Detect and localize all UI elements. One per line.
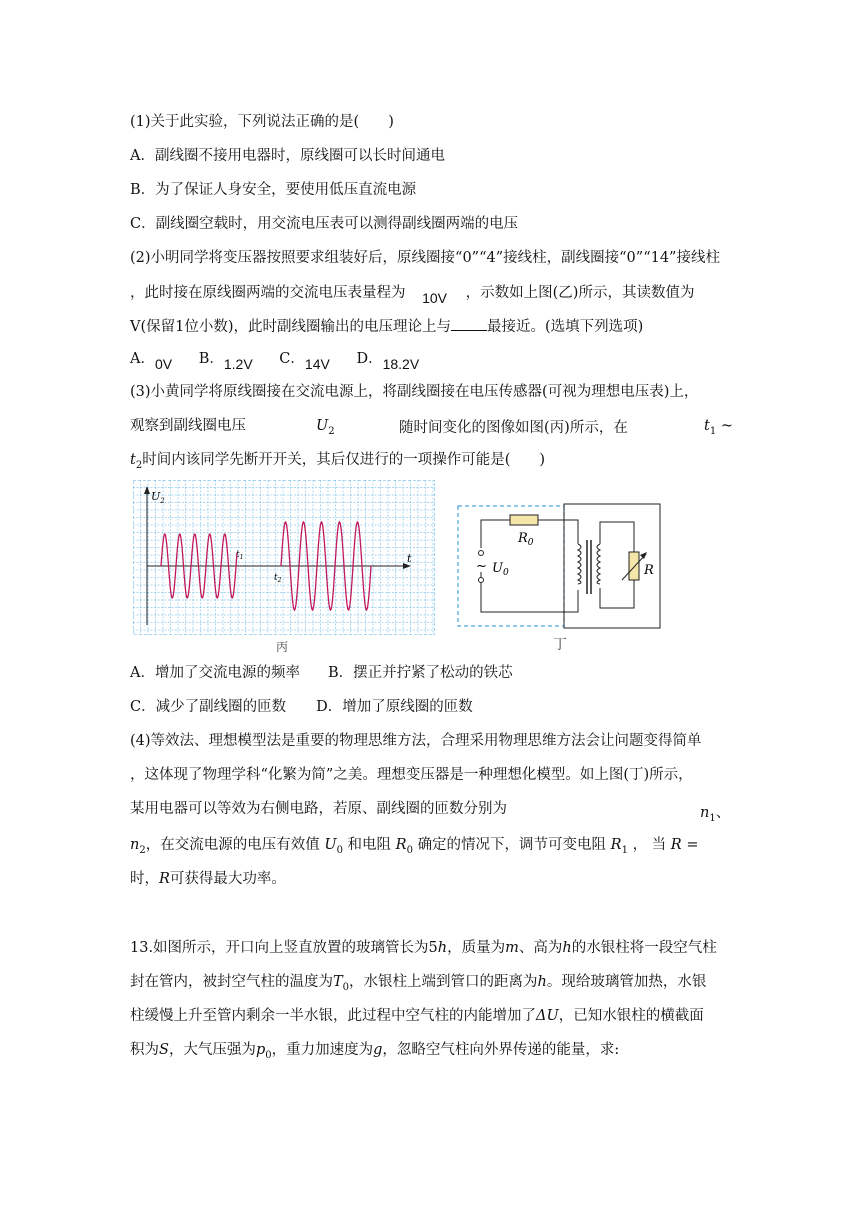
q2-opt-b: B．: [198, 351, 224, 367]
q3-line2b: 随时间变化的图像如图(丙)所示，在: [399, 420, 628, 436]
u0-label: $U_0$: [492, 561, 509, 578]
ac-symbol: ~: [476, 559, 487, 574]
wire-secondary-bottom: [600, 580, 634, 608]
q13-line4: 积为S，大气压强为$p_0$，重力加速度为g，忽略空气柱向外界传递的能量，求:: [130, 1042, 620, 1061]
q3-option-b: B．摆正并拧紧了松动的铁芯: [327, 665, 513, 681]
q3-u2: $U_2$: [316, 418, 335, 437]
secondary-coil: [597, 544, 600, 584]
q3-option-a: A．增加了交流电源的频率: [130, 665, 300, 681]
q3-line1: (3)小黄同学将原线圈接在交流电源上，将副线圈接在电压传感器(可视为理想电压表)上，: [130, 384, 699, 400]
answer-blank: [451, 316, 487, 331]
q2-val-a: 0V: [154, 356, 173, 372]
q4-line5: 时，R可获得最大功率。: [130, 871, 286, 887]
q2-options: [130, 348, 420, 372]
q4-line2: ，这体现了物理学科“化繁为简”之美。理想变压器是一种理想化模型。如上图(丁)所示，: [130, 767, 693, 783]
q1-option-a: A．副线圈不接用电器时，原线圈可以长时间通电: [130, 148, 445, 164]
y-axis-label: $U_2$: [151, 490, 165, 505]
t2-label: $t_2$: [274, 573, 282, 584]
wire-top-right: [538, 520, 578, 544]
q2-line2a: ，此时接在原线圈两端的交流电压表量程为: [130, 285, 406, 301]
q3-options-cd: [130, 697, 473, 717]
r0-label: $R_0$: [518, 531, 534, 548]
terminal-top: [479, 551, 484, 556]
q2-line3: [130, 316, 643, 337]
grid-border: [133, 480, 435, 635]
primary-coil: [578, 544, 581, 584]
q2-line2: [130, 282, 695, 306]
rheostat-arrow-head: [640, 552, 647, 559]
q2-opt-d: D．: [356, 351, 383, 367]
figure-bing-graph: [133, 480, 435, 635]
q4-line4: $n_2$，在交流电源的电压有效值 $U_0$ 和电阻 $R_0$ 确定的情况下，调节可变电阻 $R_1$ ， 当 R =: [130, 837, 699, 856]
q2-line3b: 最接近。(选填下列选项): [487, 319, 644, 335]
q3-option-d: D．增加了原线圈的匝数: [316, 699, 473, 715]
y-axis-arrow: [144, 486, 150, 494]
wire-secondary-top: [600, 522, 634, 552]
figure-ding-circuit: [456, 500, 668, 642]
q13-line3: 柱缓慢上升至管内剩余一半水银，此过程中空气柱的内能增加了ΔU，已知水银柱的横截面: [130, 1008, 704, 1024]
figure-bing-caption: 丙: [276, 640, 289, 654]
q2-opt-a: A．: [130, 351, 155, 367]
t1-label: $t_1$: [236, 550, 244, 561]
q2-line3a: V(保留1位小数)，此时副线圈输出的电压理论上与: [130, 319, 452, 335]
q1-option-b: B．为了保证人身安全，要使用低压直流电源: [130, 182, 417, 198]
q13-line2: 封在管内，被封空气柱的温度为$T_0$，水银柱上端到管口的距离为h。现给玻璃管加热，水银: [130, 974, 707, 993]
r-label: R: [644, 563, 654, 578]
terminal-bottom: [479, 578, 484, 583]
q2-val-d: 18.2V: [382, 356, 420, 372]
q4-line1: (4)等效法、理想模型法是重要的物理思维方法，合理采用物理思维方法会让问题变得简单: [130, 733, 702, 749]
q3-option-c: C．减少了副线圈的匝数: [130, 699, 287, 715]
q2-range: 10V: [422, 290, 448, 306]
wire-top-left: [481, 520, 510, 548]
q2-val-b: 1.2V: [223, 356, 253, 372]
q2-val-c: 14V: [304, 356, 330, 372]
q2-opt-c: C．: [279, 351, 305, 367]
x-axis-label: t: [407, 552, 412, 565]
q13-line1: 13.如图所示，开口向上竖直放置的玻璃管长为5h，质量为m、高为h的水银柱将一段空气柱: [130, 940, 717, 956]
q3-options-ab: [130, 663, 513, 683]
graph-grid: [133, 480, 435, 635]
q2-line2b: ，示数如上图(乙)所示，其读数值为: [465, 285, 695, 301]
q3-line2a: 观察到副线圈电压: [130, 418, 246, 434]
resistor-r0: [510, 515, 538, 525]
q1-option-c: C．副线圈空载时，用交流电压表可以测得副线圈两端的电压: [130, 216, 519, 232]
q4-n1: $n_1$、: [700, 805, 731, 824]
variable-resistor-r: [629, 552, 639, 580]
figure-ding-caption: 丁: [553, 637, 567, 653]
q2-line1: (2)小明同学将变压器按照要求组装好后，原线圈接“0”“4”接线柱，副线圈接“0”“14”接线柱: [130, 250, 720, 266]
q3-line3: $t_2$时间内该同学先断开开关，其后仅进行的一项操作可能是( ): [130, 452, 546, 471]
q1-stem: (1)关于此实验，下列说法正确的是( ): [130, 114, 394, 130]
q4-line3: 某用电器可以等效为右侧电路，若原、副线圈的匝数分别为: [130, 801, 507, 817]
q3-t1: $t_1$ ~: [704, 418, 733, 437]
